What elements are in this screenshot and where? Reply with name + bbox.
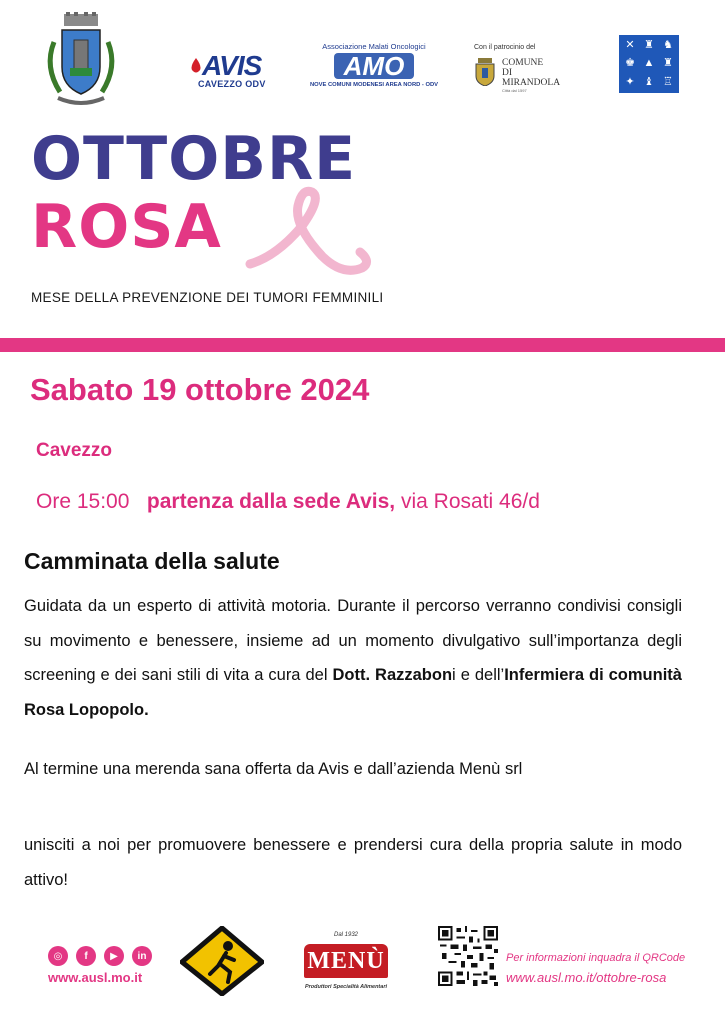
title-subtitle: MESE DELLA PREVENZIONE DEI TUMORI FEMMINILI	[31, 290, 384, 305]
amo-top-label: Associazione Malati Oncologici	[322, 42, 426, 51]
patronage-label: Con il patrocinio del	[474, 44, 536, 51]
menu-wordmark: MENÙ	[307, 947, 385, 974]
social-links	[48, 946, 152, 966]
menu-logo	[294, 932, 398, 996]
snack-note: Al termine una merenda sana offerta da Avis e dall’azienda Menù srl	[24, 760, 523, 778]
instagram-icon[interactable]: ◎	[48, 946, 68, 966]
title-ottobre: OTTOBRE	[31, 124, 357, 194]
qr-code-icon[interactable]	[438, 926, 498, 986]
qr-instructions: Per informazioni inquadra il QRCode	[506, 952, 686, 964]
walk-heading: Camminata della salute	[24, 548, 280, 574]
event-departure: partenza dalla sede Avis,	[146, 490, 396, 513]
youtube-icon[interactable]: ▶	[104, 946, 124, 966]
event-date: Sabato 19 ottobre 2024	[30, 372, 370, 407]
avis-wordmark: AVIS	[202, 50, 262, 81]
mirandola-since: Città dal 1597	[502, 88, 527, 93]
linkedin-icon[interactable]: in	[132, 946, 152, 966]
menu-since: Dal 1932	[333, 932, 359, 938]
mirandola-name: COMUNE DI MIRANDOLA	[502, 58, 561, 88]
ausl-website-link[interactable]: www.ausl.mo.it	[48, 970, 143, 985]
doctor-suffix: i e dell’	[452, 666, 505, 684]
closing-note: unisciti a noi per promuovere benessere e prendersi cura della propria salute in modo attivo!	[24, 836, 682, 889]
blood-drop-icon	[190, 58, 202, 74]
municipal-symbols-grid-icon: ✕ ♜ ♞ ♚ ▲ ♜ ✦ ♝ ♖	[619, 35, 679, 93]
doctor-name: Dott. Razzabon	[332, 666, 453, 684]
amo-wordmark: AMO	[334, 53, 415, 79]
ottobre-rosa-link[interactable]: www.ausl.mo.it/ottobre-rosa	[506, 970, 667, 985]
menu-tagline: Produttori Specialità Alimentari	[304, 984, 387, 990]
title-rosa: ROSA	[31, 192, 222, 262]
nurse-name: Infermiera di comunità Rosa Lopopolo.	[24, 666, 682, 719]
mirandola-logo	[472, 44, 572, 96]
avis-logo	[188, 50, 278, 92]
avis-subtitle: CAVEZZO ODV	[198, 79, 266, 89]
menu-badge	[304, 944, 388, 978]
crest-icon	[40, 12, 122, 112]
walk-description	[24, 589, 682, 727]
event-address: via Rosati 46/d	[400, 490, 540, 513]
walk-paragraph: Guidata da un esperto di attività motoria. Durante il percorso verranno condivisi consigli su movimento e benessere, insieme ad un momento divulgativo sull’importanza degli screening e dei sani stili di vita a cura del	[24, 597, 682, 684]
facebook-icon[interactable]: f	[76, 946, 96, 966]
pink-ribbon-icon	[232, 186, 382, 286]
walking-figure-sign-icon	[180, 926, 264, 996]
divider-bar	[0, 338, 725, 352]
event-time: Ore 15:00	[36, 490, 130, 513]
cavezzo-crest-logo	[40, 12, 122, 112]
event-place: Cavezzo	[36, 440, 113, 461]
amo-bottom-label: NOVE COMUNI MODENESI AREA NORD - ODV	[309, 82, 439, 88]
mirandola-crest-icon	[474, 58, 496, 86]
event-time-line	[36, 490, 540, 514]
amo-logo	[308, 42, 440, 92]
